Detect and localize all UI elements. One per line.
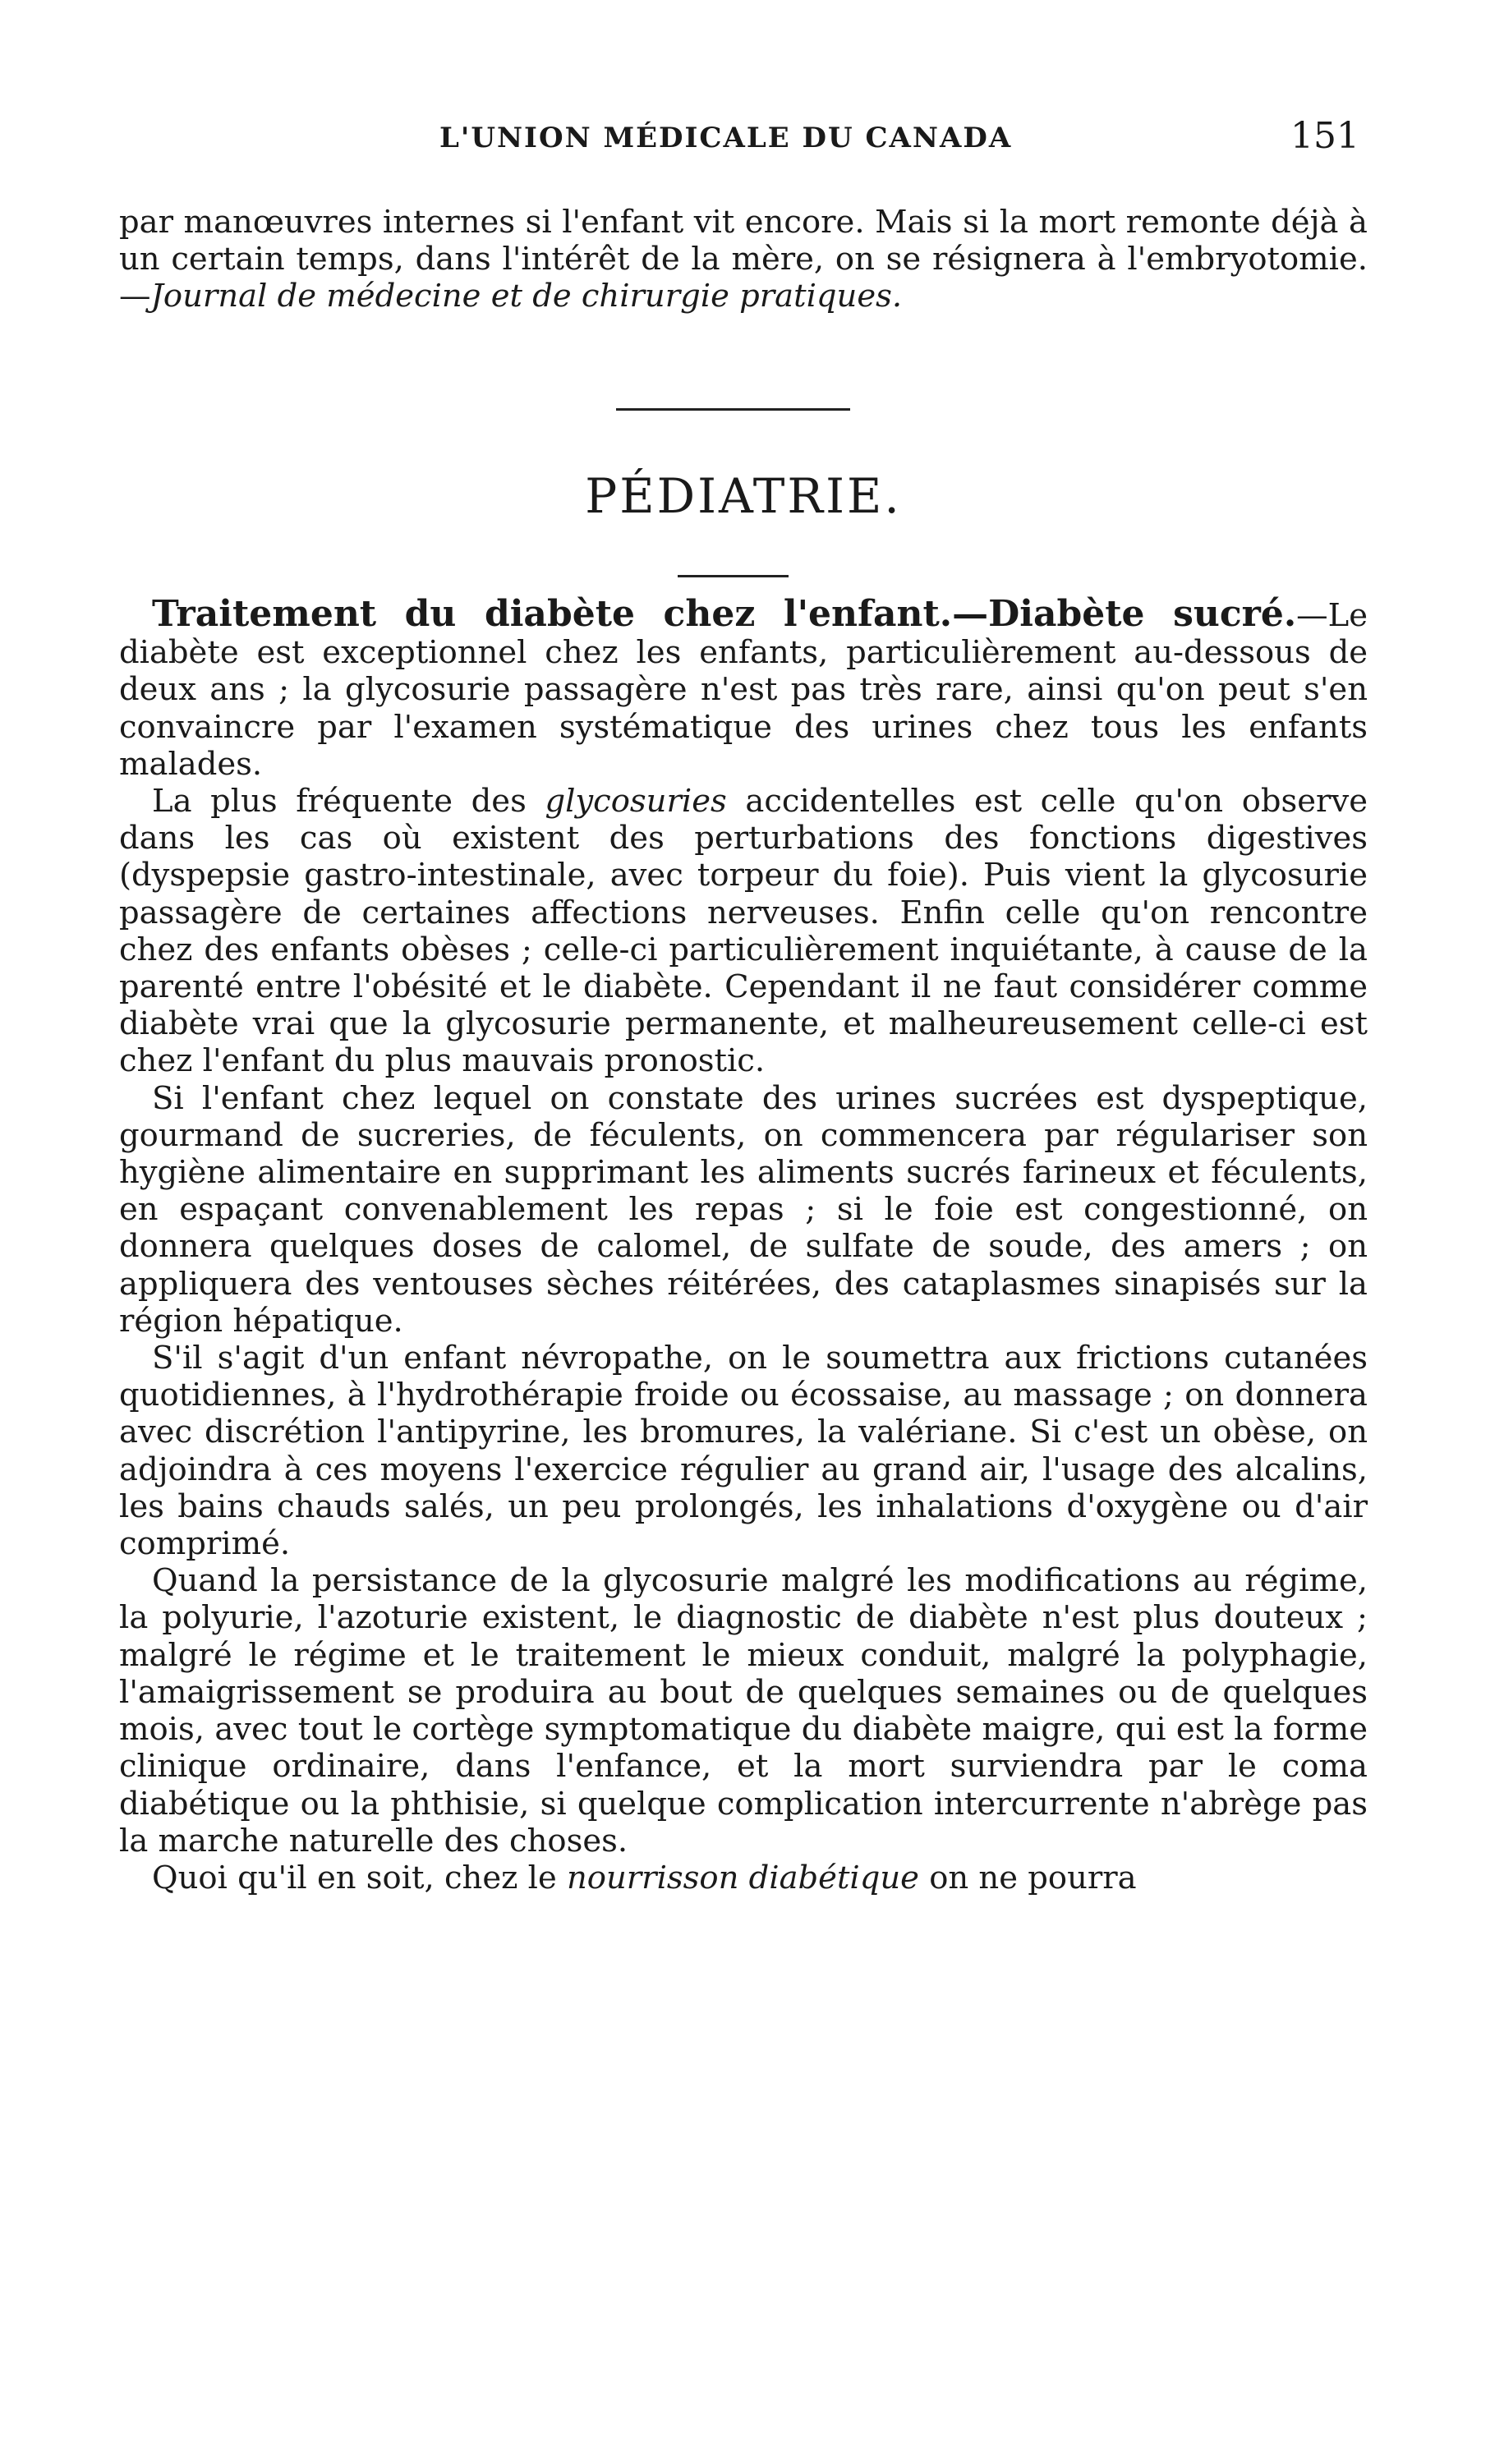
article-paragraph-1 <box>119 595 1368 783</box>
article-paragraph-5: Quand la persistance de la glycosurie malgré les modifications au régime, la polyurie, l'azoturie existent, le diagnostic de diabète n'est plus douteux ; malgré le régime et le traitement le mieux conduit, malgré la polyphagie, l'amaigrissement se produira au bout de quelques semaines ou de quelques mois, avec tout le cortège symptomatique du diabète maigre, qui est la forme clinique ordinaire, dans l'enfance, et la mort surviendra par le coma diabétique ou la phthisie, si quelque complication intercurrente n'abrège pas la marche naturelle des choses. <box>119 1562 1368 1859</box>
continued-body: par manœuvres internes si l'enfant vit encore. Mais si la mort remonte déjà à un certain temps, dans l'intérêt de la mère, on se résignera à l'embryotomie.— <box>119 204 1368 315</box>
running-title: L'UNION MÉDICALE DU CANADA <box>439 122 1013 154</box>
section-rule <box>678 575 789 577</box>
separator-rule <box>616 408 850 411</box>
book-page <box>119 0 1368 2464</box>
article-paragraph-4: S'il s'agit d'un enfant névropathe, on le soumettra aux frictions cutanées quotidiennes, à l'hydrothérapie froide ou écossaise, au massage ; on donnera avec discrétion l'antipyrine, les bromures, la valériane. Si c'est un obèse, on adjoindra à ces moyens l'exercice régulier au grand air, l'usage des alcalins, les bains chauds salés, un peu prolongés, les inhalations d'oxygène ou d'air comprimé. <box>119 1340 1368 1563</box>
paragraph-6-emphasis: nourrisson diabétique <box>567 1859 919 1896</box>
article-paragraph-6 <box>119 1859 1368 1896</box>
paragraph-1-text: —Le diabète est exceptionnel chez les enfants, particulièrement au-dessous de deux ans ; la glycosurie passagère n'est pas très rare, ainsi qu'on peut s'en convaincre par l'examen systématique des urines chez tous les enfants malades. <box>119 597 1368 783</box>
source-citation: Journal de médecine et de chirurgie pratiques. <box>150 278 903 315</box>
paragraph-2-emphasis: glycosuries <box>545 783 727 821</box>
page-number: 151 <box>1290 115 1359 157</box>
section-title: PÉDIATRIE. <box>585 468 902 524</box>
article-paragraph-2 <box>119 783 1368 1080</box>
article-paragraph-3: Si l'enfant chez lequel on constate des urines sucrées est dyspeptique, gourmand de sucreries, de féculents, on commencera par régulariser son hygiène alimentaire en supprimant les aliments sucrés farineux et féculents, en espaçant convenablement les repas ; si le foie est congestionné, on donnera quelques doses de calomel, de sulfate de soude, des amers ; on appliquera des ventouses sèches réitérées, des cataplasmes sinapisés sur la région hépatique. <box>119 1079 1368 1340</box>
continued-paragraph <box>119 204 1368 315</box>
paragraph-2-start: La plus fréquente des <box>152 783 545 821</box>
running-header <box>119 115 1368 164</box>
paragraph-6-end: on ne pourra <box>918 1859 1137 1896</box>
paragraph-2-end: accidentelles est celle qu'on observe dans les cas où existent des perturbations des fonctions digestives (dyspepsie gastro-intestinale, avec torpeur du foie). Puis vient la glycosurie passagère de certaines affections nerveuses. Enfin celle qu'on rencontre chez des enfants obèses ; celle-ci particulièrement inquiétante, à cause de la parenté entre l'obésité et le diabète. Cependant il ne faut considérer comme diabète vrai que la glycosurie permanente, et malheureusement celle-ci est chez l'enfant du plus mauvais pronostic. <box>119 783 1368 1080</box>
article-heading: Traitement du diabète chez l'enfant.—Diabète sucré. <box>152 593 1297 635</box>
article-body <box>119 595 1368 1896</box>
paragraph-6-start: Quoi qu'il en soit, chez le <box>152 1859 567 1896</box>
continued-text <box>119 204 1368 315</box>
